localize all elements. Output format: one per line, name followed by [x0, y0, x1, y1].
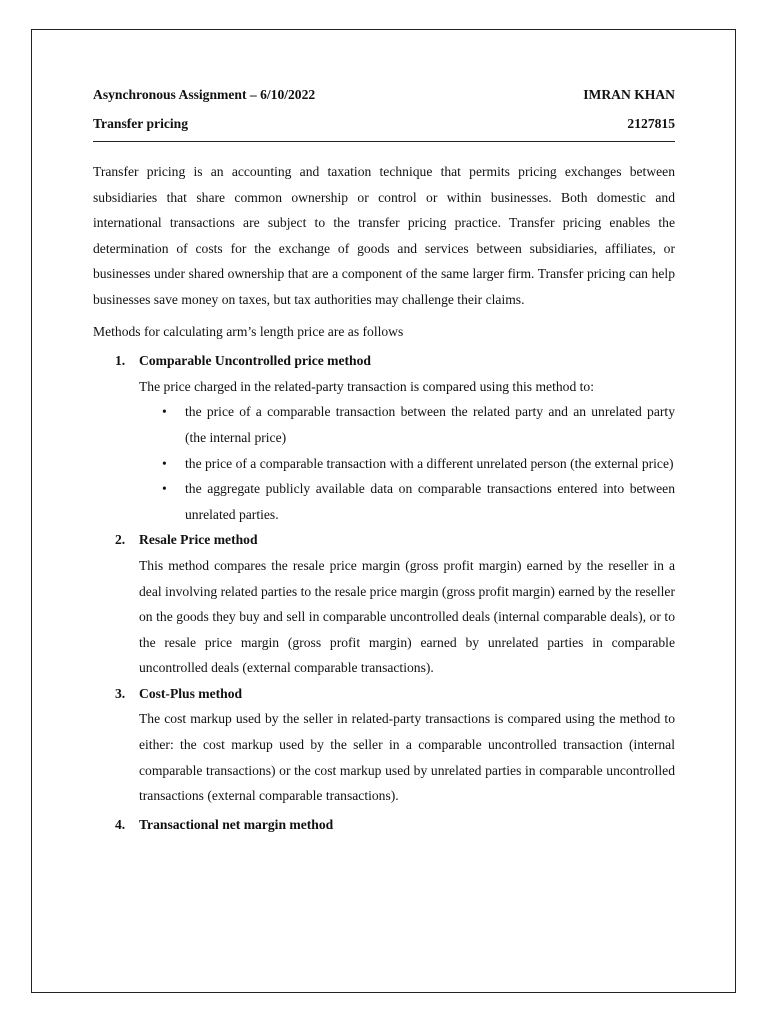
method-title: Transactional net margin method [139, 816, 334, 832]
bullet-item [139, 451, 675, 477]
bullet-icon: • [162, 481, 167, 497]
assignment-title: Asynchronous Assignment – 6/10/2022 [93, 87, 316, 102]
intro-paragraph: Transfer pricing is an accounting and taxation technique that permits pricing exchanges between subsidiaries that share common ownership or control or within businesses. Both domestic and international transactions are subject to the transfer pricing practice. Transfer pricing enables the determination of costs for the exchange of goods and services between subsidiaries, affiliates, or businesses under shared ownership that are a component of the same larger firm. Transfer pricing can help businesses save money on taxes, but tax authorities may challenge their claims. [93, 164, 675, 307]
methods-list [93, 348, 675, 837]
method-item [93, 812, 675, 838]
header-row-2 [93, 115, 675, 133]
bullet-item [139, 476, 675, 527]
bullet-text: the price of a comparable transaction with a different unrelated person (the external price) [185, 455, 674, 471]
method-number: 4. [115, 816, 126, 832]
document-body [93, 86, 675, 837]
author-name: IMRAN KHAN [583, 87, 675, 102]
subject-title: Transfer pricing [93, 116, 189, 131]
method-title: Cost-Plus method [139, 685, 243, 701]
header-divider [93, 141, 675, 142]
header-row-1 [93, 86, 675, 104]
student-id: 2127815 [627, 116, 675, 131]
method-number: 2. [115, 532, 126, 548]
method-item [93, 527, 675, 681]
method-bullets [139, 399, 675, 527]
method-item [93, 348, 675, 527]
method-title: Resale Price method [139, 532, 258, 548]
method-title: Comparable Uncontrolled price method [139, 353, 371, 369]
method-number: 1. [115, 353, 126, 369]
bullet-icon: • [162, 404, 167, 420]
bullet-item [139, 399, 675, 450]
method-number: 3. [115, 685, 126, 701]
bullet-text: the aggregate publicly available data on comparable transactions entered into between unrelated parties. [185, 481, 675, 522]
bullet-text: the price of a comparable transaction between the related party and an unrelated party (the internal price) [185, 404, 675, 445]
method-item [93, 681, 675, 809]
methods-intro: Methods for calculating arm’s length price are as follows [93, 323, 404, 339]
bullet-icon: • [162, 455, 167, 471]
method-description: This method compares the resale price margin (gross profit margin) earned by the reseller in a deal involving related parties to the resale price margin (gross profit margin) earned by the reseller on the goods they buy and sell in comparable uncontrolled deals (internal comparable deals), or to the resale price margin (gross profit margin) earned by unrelated parties in comparable uncontrolled deals (external comparable transactions). [139, 557, 675, 676]
method-description: The cost markup used by the seller in related-party transactions is compared using the method to either: the cost markup used by the seller in a comparable uncontrolled transaction (internal comparable transactions) or the cost markup used by unrelated parties in comparable uncontrolled transactions (external comparable transactions). [139, 711, 675, 804]
method-description: The price charged in the related-party transaction is compared using this method to: [139, 378, 594, 394]
